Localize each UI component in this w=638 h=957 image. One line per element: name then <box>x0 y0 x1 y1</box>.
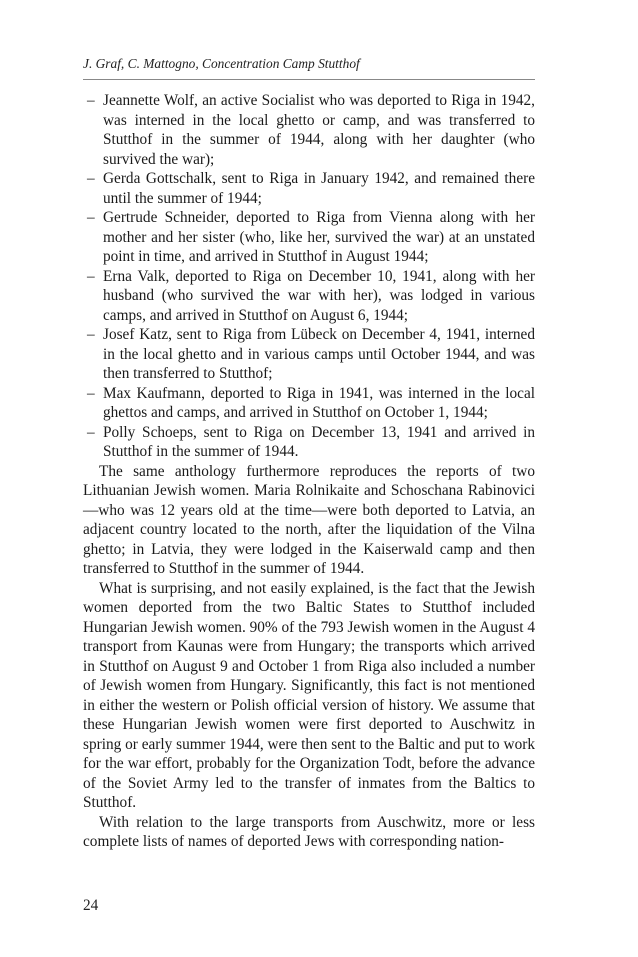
list-item: – Josef Katz, sent to Riga from Lübeck on December 4, 1941, interned in the local ghetto and in various camps until October 1944, and was then transferred to Stutthof; <box>83 325 535 384</box>
paragraph: With relation to the large transports from Auschwitz, more or less complete lists of names of deported Jews with corresponding nation- <box>83 813 535 850</box>
body-text <box>83 91 535 852</box>
header-rule <box>83 79 535 80</box>
list-item: – Jeannette Wolf, an active Socialist who was deported to Riga in 1942, was interned in the local ghetto or camp, and was transferred to Stutthof in the summer of 1944, along with her daughter (who survived the war); <box>83 91 535 169</box>
running-header: J. Graf, C. Mattogno, Concentration Camp Stutthof <box>83 56 360 71</box>
page-number: 24 <box>83 897 99 914</box>
list-item: – Max Kaufmann, deported to Riga in 1941, was interned in the local ghettos and camps, and arrived in Stutthof on October 1, 1944; <box>83 384 535 423</box>
paragraph: What is surprising, and not easily explained, is the fact that the Jewish women deported from the two Baltic States to Stutthof included Hungarian Jewish women. 90% of the 793 Jewish women in the August 4 transport from Kaunas were from Hungary; the transports which arrived in Stutthof on August 9 and October 1 from Riga also included a number of Jewish women from Hungary. Significantly, this fact is not mentioned in either the western or Polish official version of history. We assume that these Hungarian Jewish women were first deported to Auschwitz in spring or early summer 1944, were then sent to the Baltic and put to work for the war effort, probably for the Organization Todt, before the advance of the Soviet Army led to the transfer of inmates from the Baltics to Stutthof. <box>83 579 535 811</box>
paragraph: The same anthology furthermore reproduces the reports of two Lithuanian Jewish women. Maria Rolnikaite and Schoschana Rabinovici—who was 12 years old at the time—were both deported to Latvia, an adjacent country located to the north, after the liquidation of the Vilna ghetto; in Latvia, they were lodged in the Kaiserwald camp and then transferred to Stutthof in the summer of 1944. <box>83 462 535 577</box>
list-item: – Polly Schoeps, sent to Riga on December 13, 1941 and arrived in Stutthof in the summer of 1944. <box>83 423 535 462</box>
list-item: – Gerda Gottschalk, sent to Riga in January 1942, and remained there until the summer of 1944; <box>83 169 535 208</box>
deportee-list <box>83 91 535 462</box>
list-item: – Gertrude Schneider, deported to Riga from Vienna along with her mother and her sister (who, like her, survived the war) at an unstated point in time, and arrived in Stutthof in August 1944; <box>83 208 535 267</box>
list-item: – Erna Valk, deported to Riga on December 10, 1941, along with her husband (who survived the war with her), was lodged in various camps, and arrived in Stutthof on August 6, 1944; <box>83 267 535 326</box>
